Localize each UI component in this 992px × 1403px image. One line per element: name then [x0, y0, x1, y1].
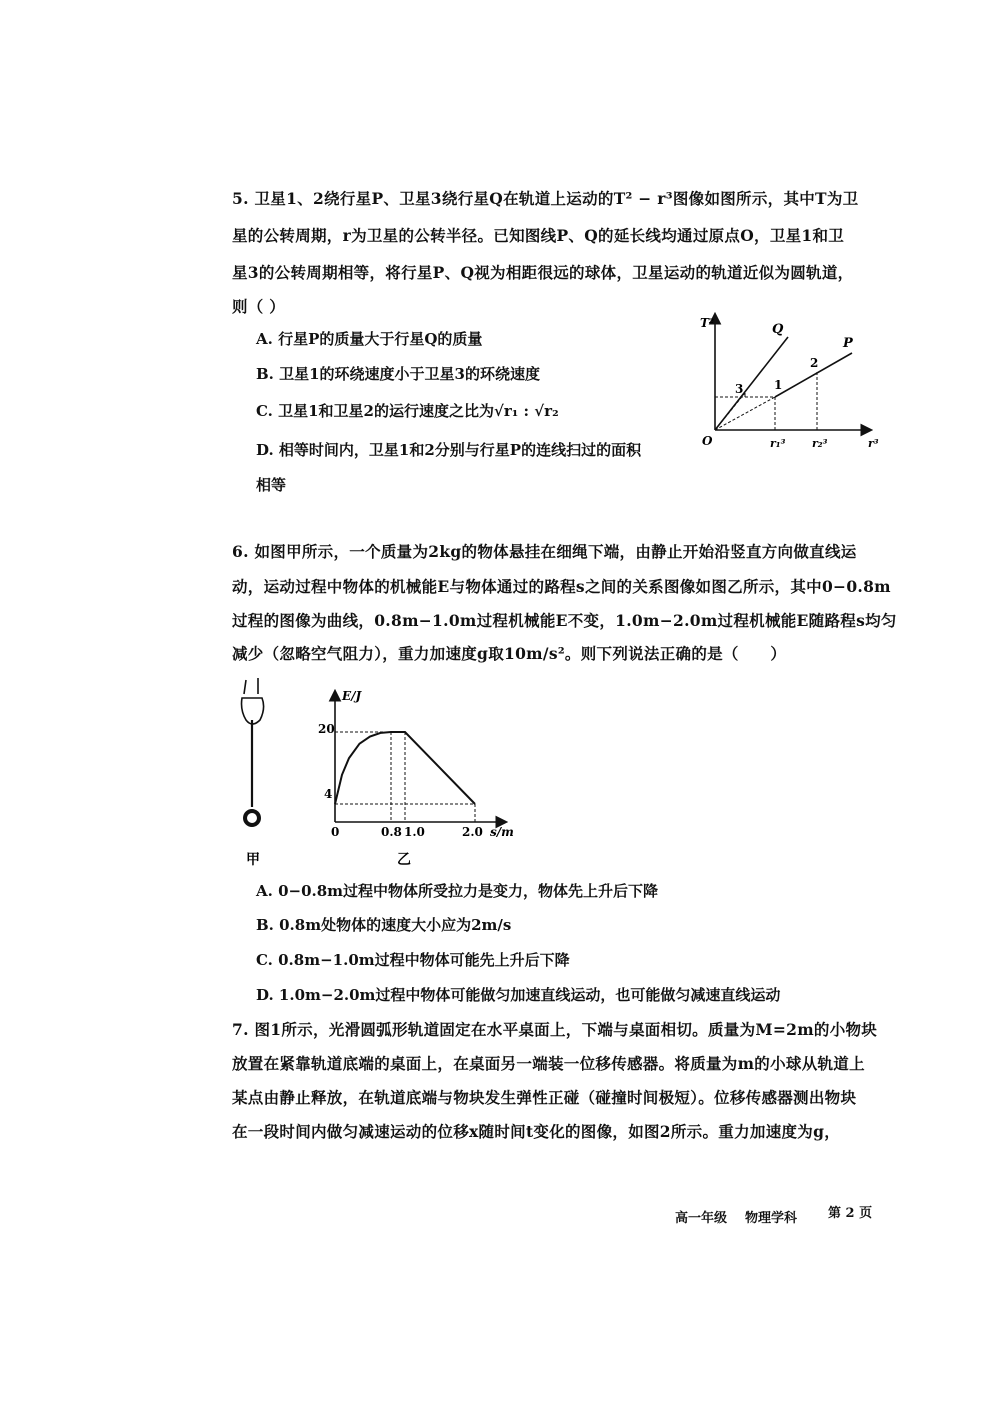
q5-option-a: A. 行星P的质量大于行星Q的质量: [256, 330, 483, 348]
chart-x-tick-20: 2.0: [462, 825, 483, 839]
q6-line-4: 减少（忽略空气阻力），重力加速度g取10m/s²。则下列说法正确的是（ ）: [232, 644, 787, 663]
q6-option-a: A. 0−0.8m过程中物体所受拉力是变力，物体先上升后下降: [256, 882, 659, 900]
q5-q-label: Q: [772, 322, 784, 337]
chart-y-tick-20: 20: [318, 722, 335, 736]
q5-point-3: 3: [735, 382, 744, 396]
q5-origin: O: [702, 434, 713, 448]
fig-yi-label: 乙: [397, 852, 411, 868]
q6-line-2: 动，运动过程中物体的机械能E与物体通过的路程s之间的关系图像如图乙所示，其中0−0.8m: [232, 577, 891, 596]
q5-point-2: 2: [810, 356, 819, 370]
chart-x-tick-0: 0: [331, 825, 340, 839]
q7-line-2: 放置在紧靠轨道底端的桌面上，在桌面另一端装一位移传感器。将质量为m的小球从轨道上: [232, 1054, 865, 1073]
q5-y-label: T²: [700, 316, 715, 330]
q5-option-d: D. 相等时间内，卫星1和2分别与行星P的连线扫过的面积: [256, 441, 642, 459]
fig-jia: [232, 672, 272, 872]
q7-line-3: 某点由静止释放，在轨道底端与物块发生弹性正碰（碰撞时间极短）。位移传感器测出物块: [232, 1088, 857, 1107]
fig-jia-label: 甲: [246, 852, 260, 868]
q7-line-1: 7. 图1所示，光滑圆弧形轨道固定在水平桌面上，下端与桌面相切。质量为M=2m的小物块: [232, 1020, 878, 1039]
q5-option-b: B. 卫星1的环绕速度小于卫星3的环绕速度: [256, 365, 540, 383]
footer-grade: 高一年级: [675, 1211, 728, 1226]
hand-icon: [242, 678, 264, 724]
q6-option-b: B. 0.8m处物体的速度大小应为2m/s: [256, 916, 512, 934]
q6-line-3: 过程的图像为曲线，0.8m−1.0m过程机械能E不变，1.0m−2.0m过程机械能E随路程s均匀: [232, 611, 897, 630]
q6-energy-chart: [300, 682, 530, 872]
chart-x-tick-10: 1.0: [404, 825, 425, 839]
q7-line-4: 在一段时间内做匀减速运动的位移x随时间t变化的图像，如图2所示。重力加速度为g，: [232, 1122, 841, 1141]
q6-line-1: 6. 如图甲所示，一个质量为2kg的物体悬挂在细绳下端，由静止开始沿竖直方向做直线运: [232, 542, 857, 561]
object-ball: [245, 811, 259, 825]
q6-option-d: D. 1.0m−2.0m过程中物体可能做匀加速直线运动，也可能做匀减速直线运动: [256, 986, 781, 1004]
q5-line-4: 则（ ）: [232, 297, 286, 316]
q5-graph: [690, 305, 890, 465]
chart-y-tick-4: 4: [324, 787, 333, 801]
q6-option-c: C. 0.8m−1.0m过程中物体可能先上升后下降: [256, 951, 570, 969]
chart-x-label: s/m: [490, 825, 514, 839]
q5-line-2: 星的公转周期，r为卫星的公转半径。已知图线P、Q的延长线均通过原点O，卫星1和卫: [232, 226, 845, 245]
q5-line-3: 星3的公转周期相等，将行星P、Q视为相距很远的球体，卫星运动的轨道近似为圆轨道，: [232, 263, 854, 282]
q5-point-1: 1: [774, 378, 783, 392]
q5-p-label: P: [843, 336, 853, 351]
q5-tick-2: r₂³: [812, 437, 828, 450]
footer-page-number: 第 2 页: [828, 1206, 873, 1221]
q5-option-d-cont: 相等: [256, 476, 287, 494]
q5-tick-1: r₁³: [770, 437, 786, 450]
footer-subject: 物理学科: [745, 1211, 798, 1226]
q5-line-1: 5. 卫星1、2绕行星P、卫星3绕行星Q在轨道上运动的T² − r³图像如图所示，其中T为卫: [232, 189, 859, 208]
q5-option-c: C. 卫星1和卫星2的运行速度之比为√r₁ : √r₂: [256, 402, 559, 420]
q5-x-label: r³: [868, 437, 879, 450]
chart-y-label: E/J: [342, 689, 362, 703]
chart-x-tick-08: 0.8: [381, 825, 402, 839]
